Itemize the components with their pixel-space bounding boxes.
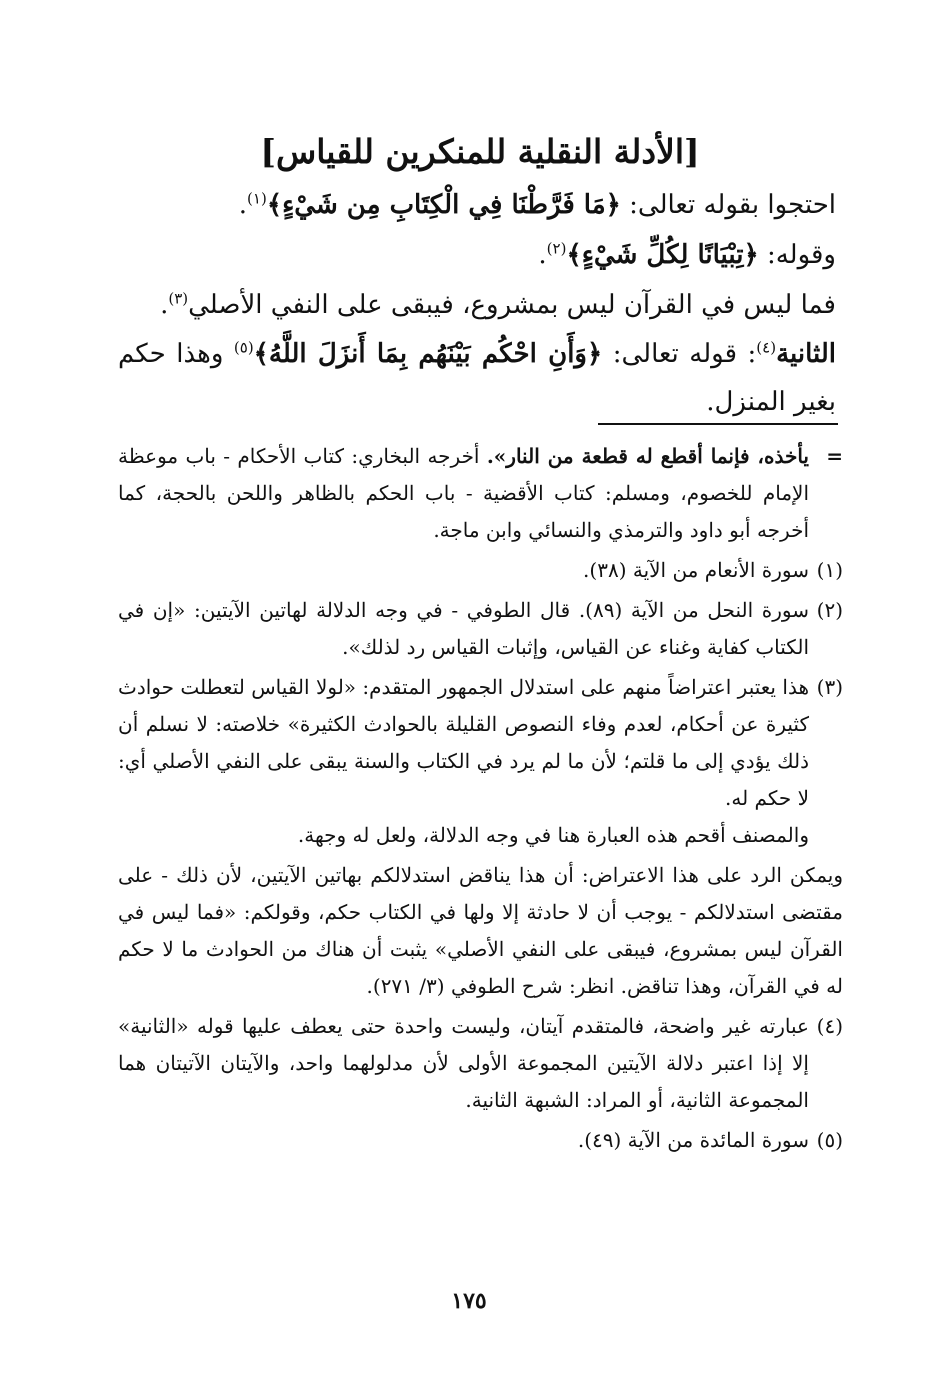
footnote-text: سورة المائدة من الآية (٤٩). — [577, 1128, 809, 1152]
main-line-4 — [118, 330, 836, 426]
main-line-1 — [118, 180, 836, 230]
footnote-2 — [118, 592, 843, 666]
footnote-3 — [118, 669, 843, 854]
ornate-bracket-open-icon: ﴿ — [605, 190, 621, 220]
quran-verse-3: وَأَنِ احْكُم بَيْنَهُم بِمَا أَنزَلَ اللَّهُ — [268, 339, 587, 369]
second-label: الثانية — [776, 339, 836, 369]
footnote-paragraph: ويمكن الرد على هذا الاعتراض: أن هذا يناقض استدلالكم بهاتين الآيتين، لأن ذلك - على مقتضى استدلالكم - يوجب أن لا حادثة إلا ولها في الكتاب حكم، وقولكم: «فما ليس في القرآن ليس بمشروع، فيبقى على النفي الأصلي» يثبت أن هناك من الحوادث ما لا حكم له في القرآن، وهذا تناقض. انظر: شرح الطوفي (٣/ ٢٧١). — [118, 863, 843, 998]
main-line-2-end: . — [538, 240, 547, 270]
continuation-bold-text: يأخذه، فإنما أقطع له قطعة من النار». — [486, 444, 809, 468]
quran-verse-2: تِبْيَانًا لِكُلِّ شَيْءٍ — [581, 240, 744, 270]
main-line-3-end: . — [160, 290, 169, 320]
footnote-5 — [118, 1122, 843, 1159]
main-line-3-text: فما ليس في القرآن ليس بمشروع، فيبقى على النفي الأصلي — [188, 290, 836, 320]
page-number: ١٧٥ — [451, 1288, 487, 1314]
footnote-ref-2: (٢) — [546, 239, 567, 258]
quran-verse-1: مَا فَرَّطْنَا فِي الْكِتَابِ مِن شَيْءٍ — [282, 190, 606, 220]
main-text — [118, 180, 836, 426]
footnote-separator — [598, 423, 838, 425]
footnote-number: (٢) — [816, 598, 843, 622]
footnote-number: (٤) — [816, 1014, 843, 1038]
ornate-bracket-close-icon: ﴾ — [566, 240, 582, 270]
footnote-ref-3: (٣) — [168, 289, 189, 308]
main-line-4-text: : قوله تعالى: — [602, 339, 757, 369]
ornate-bracket-close-icon: ﴾ — [266, 190, 283, 220]
footnote-3-continued — [118, 857, 843, 1005]
footnote-number: (٥) — [816, 1128, 843, 1152]
footnote-text: عبارته غير واضحة، فالمتقدم آيتان، وليست واحدة حتى يعطف عليها قوله «الثانية» إلا إذا اعتبر دلالة الآيتين المجموعة الأولى لأن مدلولهما واحد، والآيتان الآتيتان هما المجموعة الثانية، أو المراد: الشبهة الثانية. — [118, 1014, 809, 1112]
main-line-2-text: وقوله: — [758, 240, 836, 270]
main-line-2 — [118, 230, 836, 280]
ornate-bracket-open-icon: ﴿ — [587, 339, 603, 369]
footnote-ref-5: (٥) — [233, 338, 254, 357]
footnote-paragraph: والمصنف أقحم هذه العبارة هنا في وجه الدلالة، ولعل له وجهة. — [297, 823, 809, 847]
footnote-text: سورة النحل من الآية (٨٩). قال الطوفي - في وجه الدلالة لهاتين الآيتين: «إن في الكتاب كفاية وغناء عن القياس، وإثبات القياس رد لذلك». — [118, 598, 809, 659]
ornate-bracket-open-icon: ﴿ — [743, 240, 759, 270]
footnote-ref-4: (٤) — [756, 338, 777, 357]
continuation-marker: = — [826, 444, 843, 468]
footnotes — [118, 438, 843, 1162]
footnote-number: (٣) — [816, 675, 843, 699]
main-line-4-tail: وهذا حكم بغير المنزل. — [118, 339, 836, 417]
footnote-text: سورة الأنعام من الآية (٣٨). — [583, 558, 809, 582]
footnote-number: (١) — [816, 558, 843, 582]
continuation-text: أخرجه البخاري: كتاب الأحكام - باب موعظة الإمام للخصوم، ومسلم: كتاب الأقضية - باب الحكم بالظاهر واللحن بالحجة، كما أخرجه أبو داود والترمذي والنسائي وابن ماجة. — [118, 444, 809, 542]
footnote-4 — [118, 1008, 843, 1119]
section-heading: [الأدلة النقلية للمنكرين للقياس] — [260, 132, 700, 171]
main-line-1-end: . — [238, 190, 248, 220]
footnote-ref-1: (١) — [247, 189, 267, 208]
footnote-continuation — [118, 438, 843, 549]
main-line-3 — [118, 280, 836, 330]
main-line-1-text: احتجوا بقوله تعالى: — [620, 190, 836, 220]
ornate-bracket-close-icon: ﴾ — [253, 339, 269, 369]
footnote-1 — [118, 552, 843, 589]
footnote-text: هذا يعتبر اعتراضاً منهم على استدلال الجمهور المتقدم: «لولا القياس لتعطلت حوادث كثيرة عن أحكام، لعدم وفاء النصوص القليلة بالحوادث الكثيرة» خلاصته: لا نسلم أن ذلك يؤدي إلى ما قلتم؛ لأن ما لم يرد في الكتاب والسنة يبقى على النفي الأصلي أي: لا حكم له. — [118, 675, 809, 810]
